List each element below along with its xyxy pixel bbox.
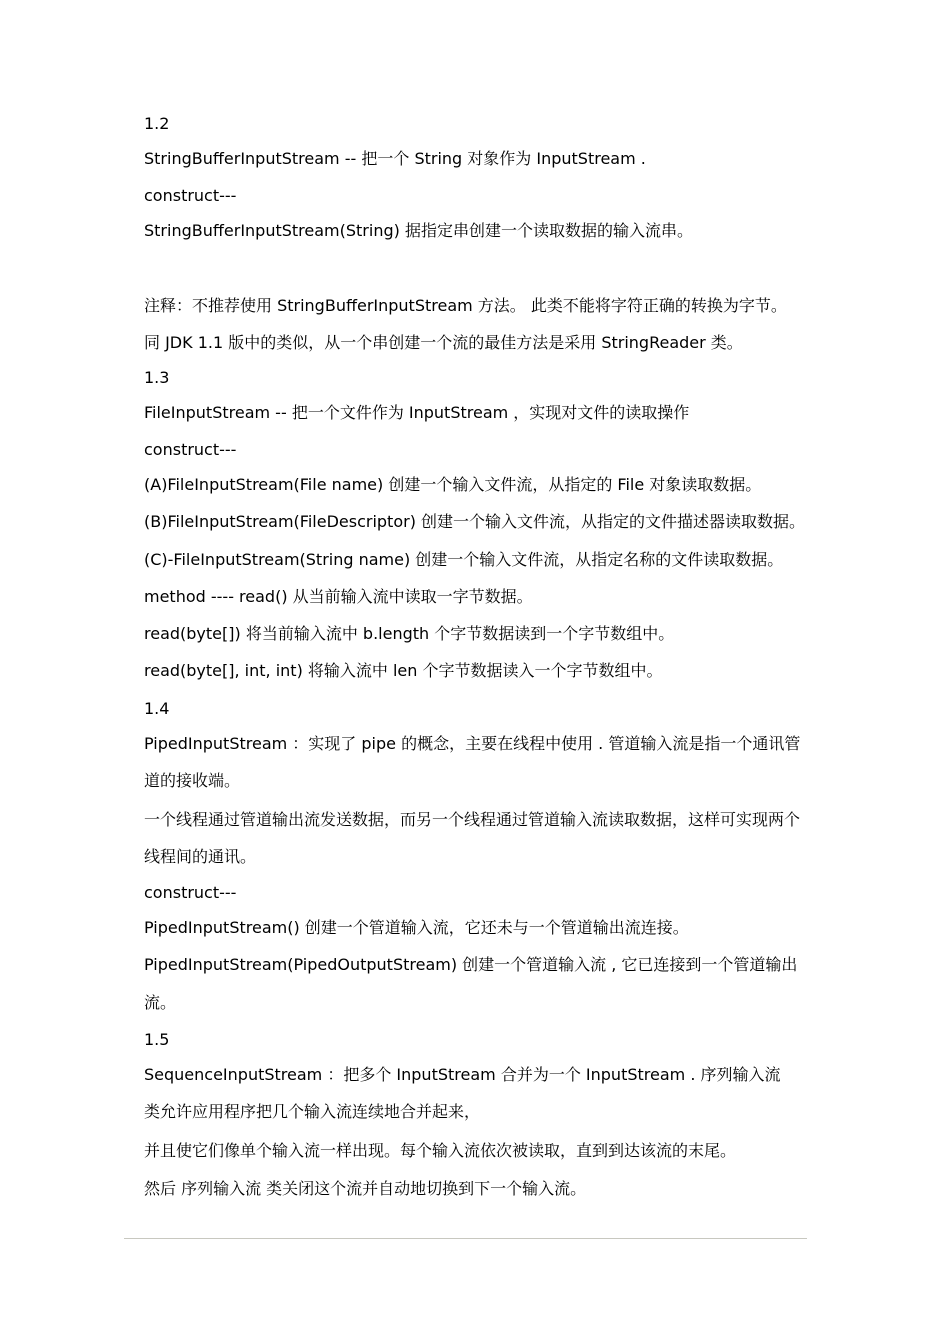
sequence-input-stream-title: SequenceInputStream ：把多个 InputStream 合并为一个 InputStream . 序列输入流 [144,1065,781,1084]
piped-input-stream-description-cont: 线程间的通讯。 [144,847,257,866]
section-heading-1-3: 1.3 [144,368,170,387]
piped-input-stream-constructor-2-cont: 流。 [144,993,177,1012]
construct-label: construct--- [144,186,237,205]
string-buffer-input-stream-constructor: StringBufferInputStream(String) 据指定串创建一个读取数据的输入流串。 [144,221,693,240]
file-input-stream-constructor-a: (A)FileInputStream(File name) 创建一个输入文件流，从指定的 File 对象读取数据。 [144,475,762,494]
deprecation-note: 注释：不推荐使用 StringBufferInputStream 方法。 此类不能将字符正确的转换为字节。 [144,296,787,315]
string-buffer-input-stream-title: StringBufferInputStream -- 把一个 String 对象作为 InputStream . [144,149,646,168]
section-heading-1-5: 1.5 [144,1030,170,1049]
method-read-byte-array-offset: read(byte[], int, int) 将输入流中 len 个字节数据读入一个字节数组中。 [144,661,663,680]
section-heading-1-2: 1.2 [144,114,170,133]
section-heading-1-4: 1.4 [144,699,170,718]
piped-input-stream-constructor-2: PipedInputStream(PipedOutputStream) 创建一个管道输入流 , 它已连接到一个管道输出 [144,955,798,974]
footer-divider [124,1238,807,1239]
sequence-input-stream-description-3: 然后 序列输入流 类关闭这个流并自动地切换到下一个输入流。 [144,1179,587,1198]
file-input-stream-constructor-b: (B)FileInputStream(FileDescriptor) 创建一个输入文件流，从指定的文件描述器读取数据。 [144,512,806,531]
piped-input-stream-description: 一个线程通过管道输出流发送数据，而另一个线程通过管道输入流读取数据，这样可实现两个 [144,810,801,829]
piped-input-stream-title-cont: 道的接收端。 [144,771,241,790]
method-read-byte-array: read(byte[]) 将当前输入流中 b.length 个字节数据读到一个字节数组中。 [144,624,675,643]
piped-input-stream-constructor-1: PipedInputStream() 创建一个管道输入流，它还未与一个管道输出流连接。 [144,918,689,937]
construct-label: construct--- [144,440,237,459]
file-input-stream-constructor-c: (C)-FileInputStream(String name) 创建一个输入文件流，从指定名称的文件读取数据。 [144,550,784,569]
file-input-stream-title: FileInputStream -- 把一个文件作为 InputStream ，实现对文件的读取操作 [144,403,690,422]
sequence-input-stream-description-1: 类允许应用程序把几个输入流连续地合并起来， [144,1102,481,1121]
deprecation-note-cont: 同 JDK 1.1 版中的类似，从一个串创建一个流的最佳方法是采用 StringReader 类。 [144,333,743,352]
piped-input-stream-title: PipedInputStream ：实现了 pipe 的概念，主要在线程中使用 . 管道输入流是指一个通讯管 [144,734,801,753]
method-read: method ---- read() 从当前输入流中读取一字节数据。 [144,587,533,606]
construct-label: construct--- [144,883,237,902]
sequence-input-stream-description-2: 并且使它们像单个输入流一样出现。每个输入流依次被读取，直到到达该流的末尾。 [144,1141,737,1160]
